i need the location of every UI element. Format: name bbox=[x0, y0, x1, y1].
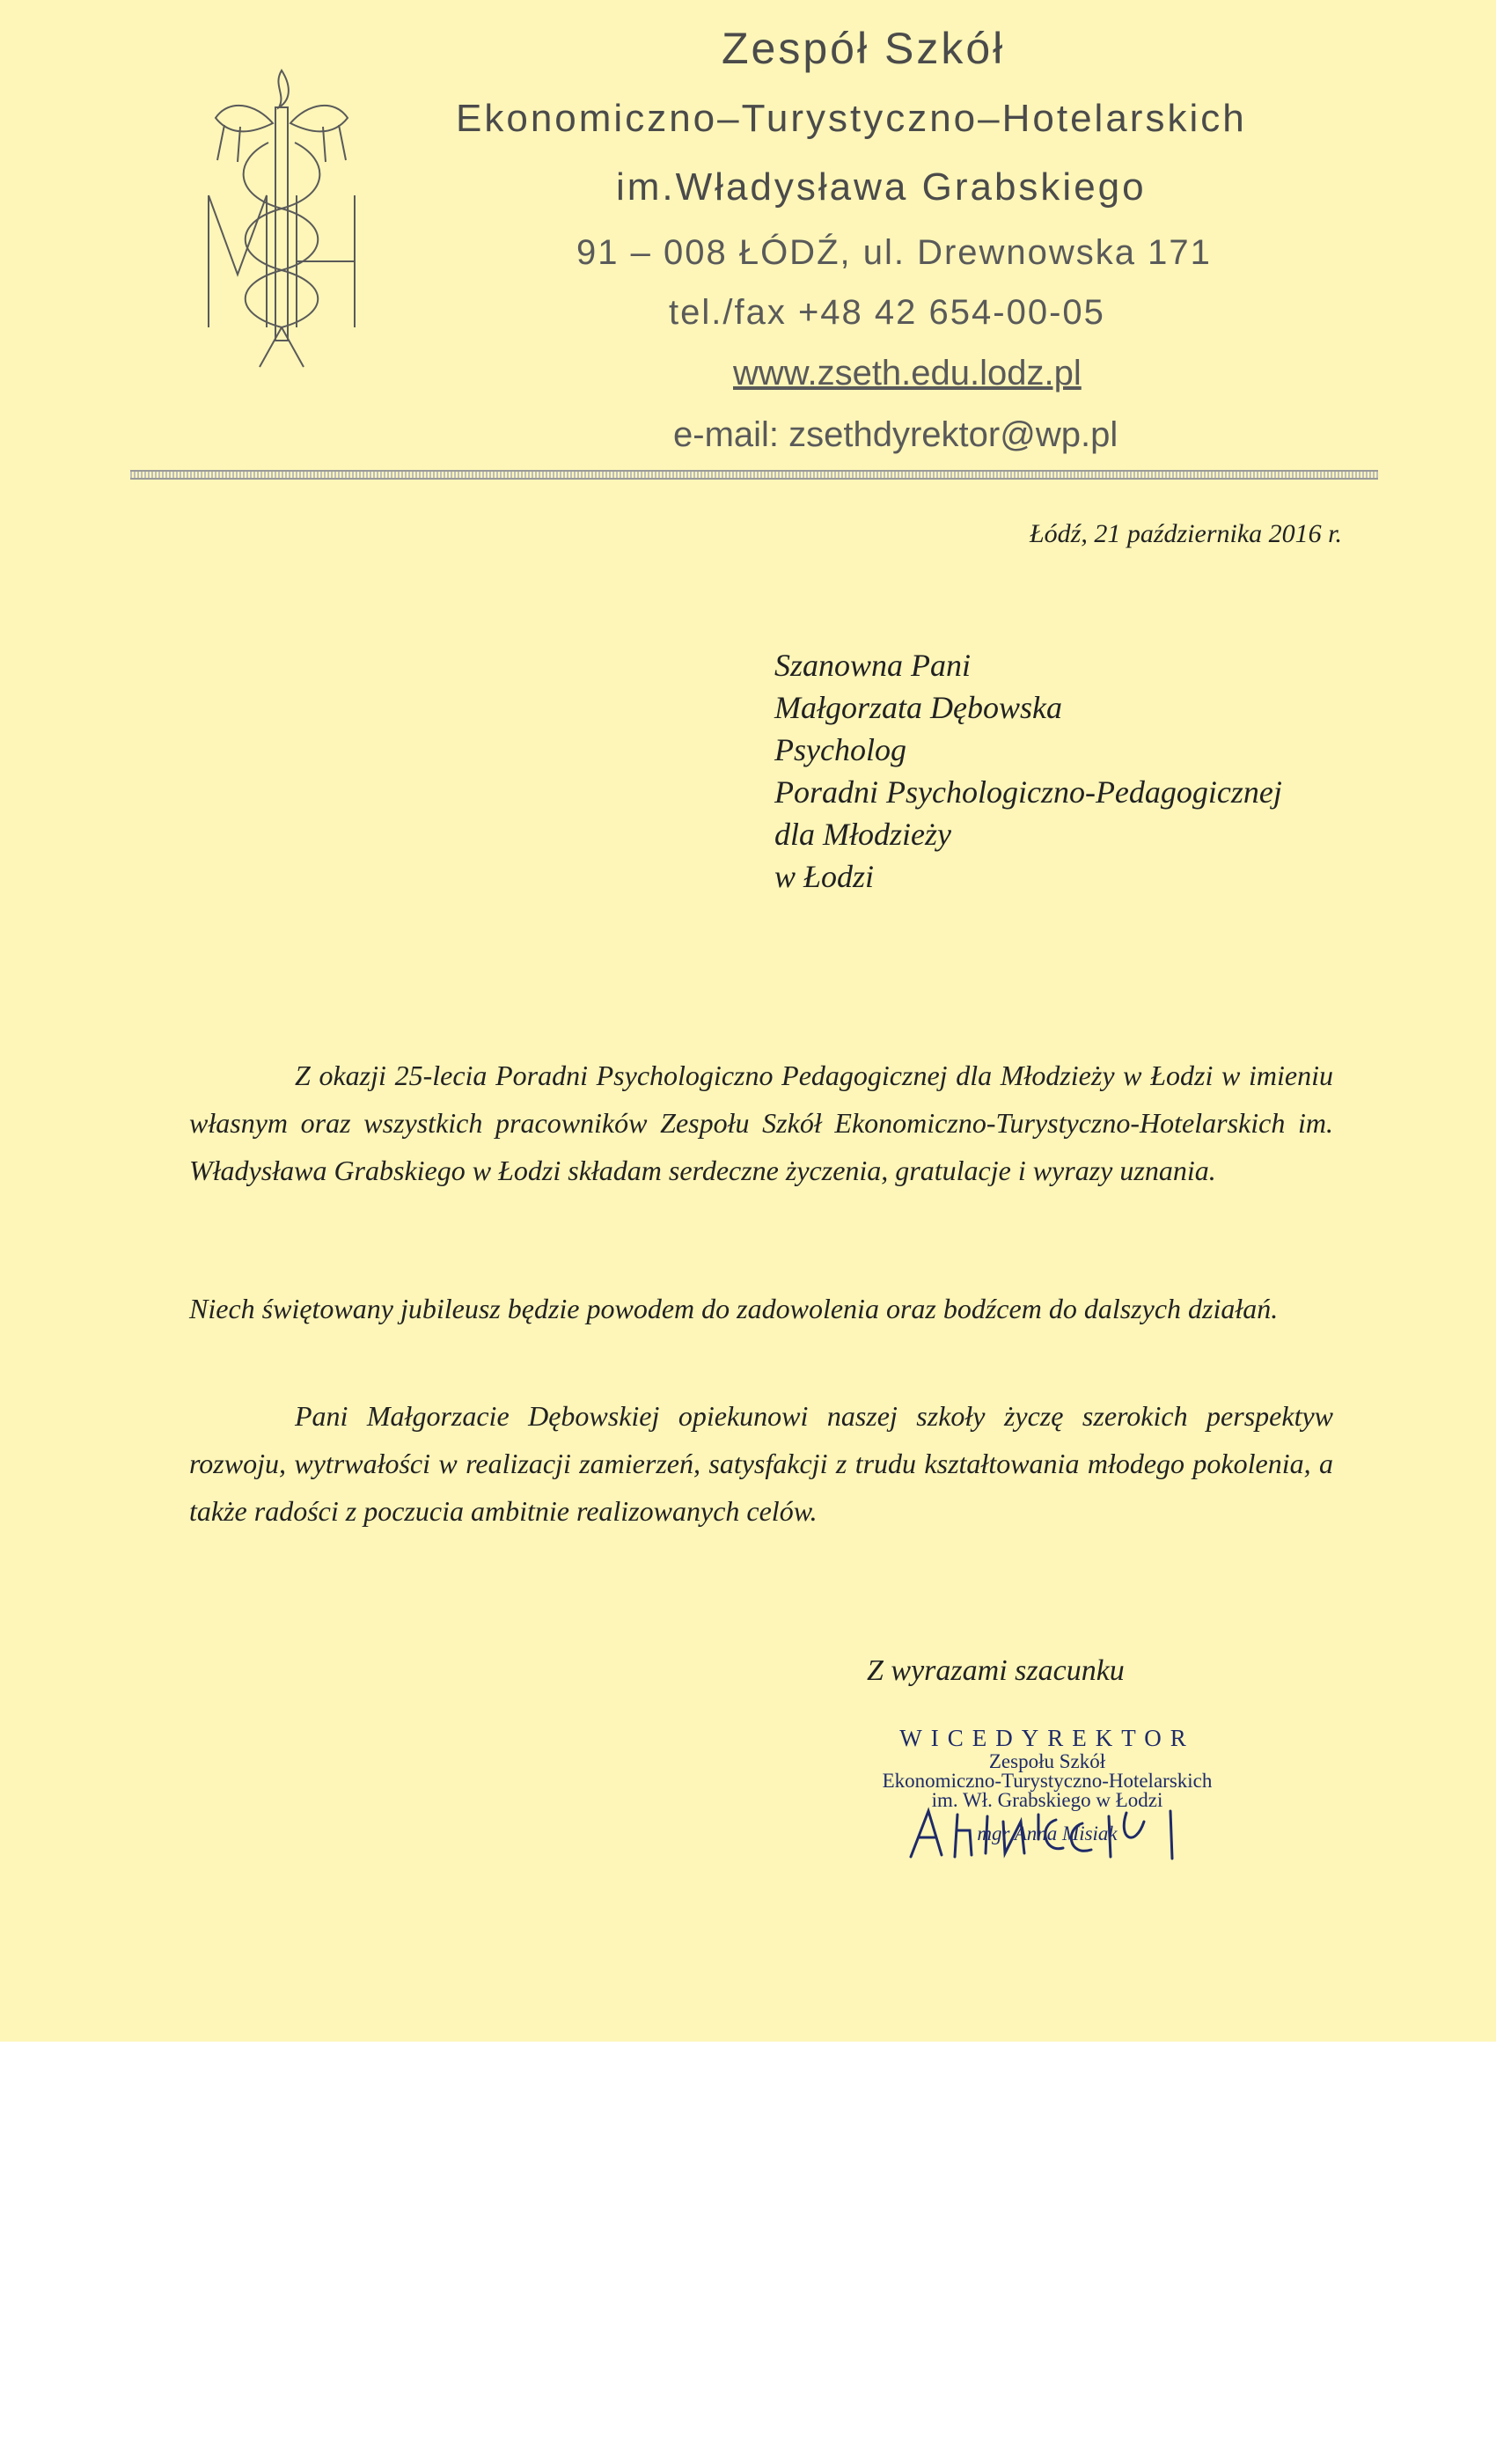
school-patron: im.Władysława Grabskiego bbox=[616, 165, 1147, 209]
school-emblem-logo bbox=[198, 63, 365, 371]
recipient-line: Szanowna Pani bbox=[774, 648, 972, 683]
recipient-line: dla Młodzieży bbox=[774, 817, 951, 852]
stamp-signer: mgr Anna Misiak bbox=[977, 1822, 1118, 1844]
closing-phrase: Z wyrazami szacunku bbox=[867, 1654, 1125, 1687]
school-phone: tel./fax +48 42 654-00-05 bbox=[669, 293, 1105, 332]
stamp-line: im. Wł. Grabskiego w Łodzi bbox=[931, 1789, 1163, 1811]
school-email: e-mail: zsethdyrektor@wp.pl bbox=[673, 415, 1118, 454]
letter-paragraph: Niech świętowany jubileusz będzie powodem do zadowolenia oraz bodźcem do dalszych działań. bbox=[189, 1293, 1279, 1324]
stamp-title: WICEDYREKTOR bbox=[899, 1725, 1195, 1751]
recipient-line: w Łodzi bbox=[774, 859, 875, 894]
letter-paragraph: Pani Małgorzacie Dębowskiej opiekunowi naszej szkoły życzę szerokich perspektyw rozwoju, wytrwałości w realizacji zamierzeń, satysfakcji z trudu kształtowania młodego pokolenia, a także radości z poczucia ambitnie realizowanych celów. bbox=[189, 1400, 1333, 1527]
stamp-line: Ekonomiczno-Turystyczno-Hotelarskich bbox=[882, 1770, 1213, 1792]
letter-paragraph: Z okazji 25-lecia Poradni Psychologiczno Pedagogicznej dla Młodzieży w Łodzi w imieniu własnym oraz wszystkich pracowników Zespołu Szkół Ekonomiczno-Turystyczno-Hotelarskich im. Władysława Grabskiego w Łodzi składam serdeczne życzenia, gratulacje i wyrazy uznania. bbox=[189, 1060, 1333, 1186]
school-website-link[interactable]: www.zseth.edu.lodz.pl bbox=[733, 354, 1082, 392]
school-name: Zespół Szkół bbox=[722, 24, 1006, 73]
letterhead-divider bbox=[130, 470, 1378, 480]
school-address: 91 – 008 ŁÓDŹ, ul. Drewnowska 171 bbox=[576, 233, 1212, 272]
letter-date: Łódź, 21 października 2016 r. bbox=[1029, 519, 1342, 548]
recipient-line: Psycholog bbox=[774, 732, 906, 767]
recipient-line: Poradni Psychologiczno-Pedagogicznej bbox=[774, 774, 1282, 810]
school-type: Ekonomiczno–Turystyczno–Hotelarskich bbox=[456, 97, 1247, 140]
recipient-line: Małgorzata Dębowska bbox=[774, 690, 1062, 725]
stamp-line: Zespołu Szkół bbox=[988, 1750, 1106, 1772]
recipient-block bbox=[774, 644, 1282, 898]
handwritten-signature bbox=[906, 1804, 1197, 1866]
